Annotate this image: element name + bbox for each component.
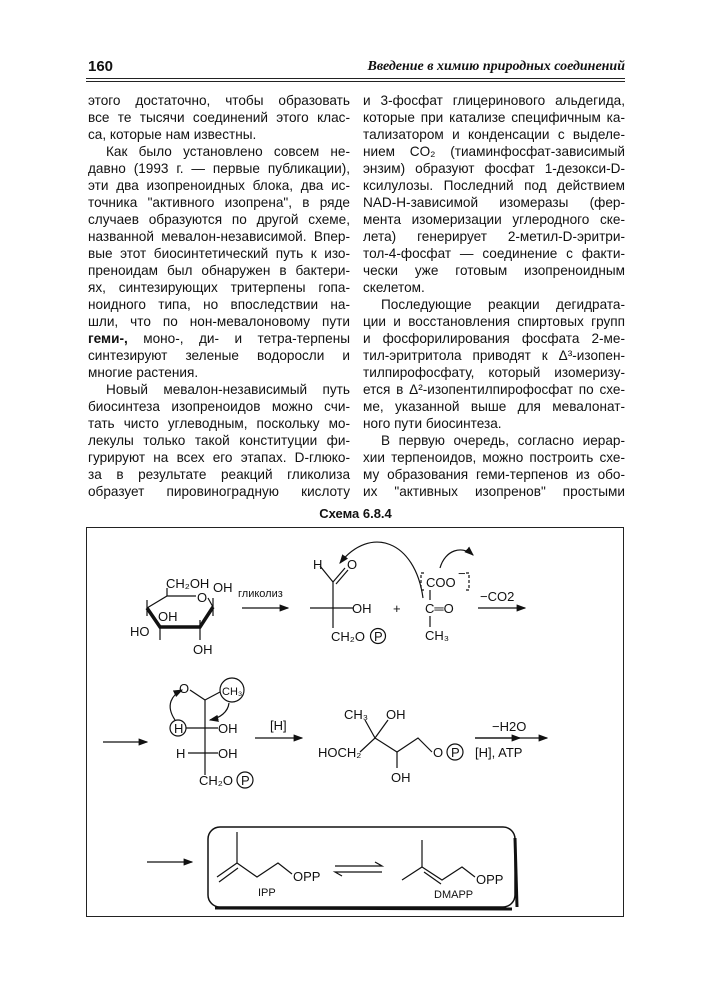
equilibrium-arrows	[335, 862, 382, 876]
label-h: H	[176, 746, 186, 761]
text-line: биосинтеза изопреноидов можно счи-	[88, 399, 350, 414]
label-reduction: [H]	[270, 718, 287, 733]
text-line: скелетом.	[363, 280, 425, 295]
label-oh: OH	[193, 642, 213, 657]
bold-term: геми-,	[88, 331, 128, 346]
text-line: тать чисто углеводным, поскольку мо-	[88, 416, 350, 431]
text-line: му образования геми-терпенов из обо-	[363, 467, 625, 482]
text-line: тилпирофосфату, который изомеризу-	[363, 365, 625, 380]
label-oh: OH	[158, 609, 178, 624]
text-line: Последующие реакции дегидрата-	[381, 297, 625, 312]
text-line: точника "активного изопрена", в ряде	[88, 195, 350, 210]
phosphate-p: P	[451, 745, 460, 760]
text-line: этого достаточно, чтобы образовать	[88, 93, 350, 108]
label-ring-o: O	[197, 590, 208, 605]
label-hoch2: HOCH₂	[318, 745, 362, 760]
text-line: лекулы только такой конституции фи-	[88, 433, 350, 448]
mep-structure	[360, 720, 463, 768]
curved-arrow-decarboxylation	[440, 550, 473, 568]
text-line: Новый мевалон-независимый путь	[106, 382, 350, 397]
text-line: синтезируют зеленые водоросли и	[88, 348, 350, 363]
text-line: хии терпеноидов, можно построить схе-	[363, 450, 625, 465]
label-ch2o: CH₂O	[331, 629, 365, 644]
text-line: ного пути биосинтеза.	[363, 416, 502, 431]
text-line: чески уже готовым изопреноидным	[363, 263, 625, 278]
text-line: за в результате реакций гликолиза	[88, 467, 350, 482]
line-text: моно-, ди- и тетра-терпены	[127, 331, 350, 346]
label-c-eq-o: C═O	[425, 601, 454, 616]
label-ch3: CH₃	[222, 686, 243, 698]
label-opp: OPP	[476, 872, 504, 887]
text-line: давно (1993 г. — первые публикации),	[88, 161, 350, 176]
label-ch2oh: CH₂OH	[166, 576, 210, 591]
text-line: мента изомеризации углеродного ске-	[363, 212, 625, 227]
text-line: образует пировиноградную кислоту	[88, 484, 350, 499]
label-ch3: CH₃	[344, 707, 369, 722]
scheme-title: Схема 6.8.4	[319, 506, 392, 521]
text-line: шли, что по нон-мевалоновому пути	[88, 314, 350, 329]
text-line: ях, синтезирующих тритерпены гопа-	[88, 280, 350, 295]
label-minus-co2: −CO2	[480, 589, 515, 604]
text-line: и фосфорилирования фосфата 2-ме-	[363, 331, 625, 346]
text-line: нием CO₂ (тиаминфосфат-зависимый	[363, 144, 625, 159]
text-line: Как было установлено совсем не-	[106, 144, 350, 159]
label-ch3: CH₃	[425, 628, 450, 643]
running-title: Введение в химию природных соединений	[367, 59, 625, 74]
text-line: тализатором и конденсации с выделе-	[363, 127, 625, 142]
page-number: 160	[88, 58, 114, 75]
text-line: названной мевалон-независимой. Впер-	[88, 229, 350, 244]
label-minus-h2o: −H2O	[492, 719, 527, 734]
label-glycolysis: гликолиз	[238, 588, 283, 600]
text-line: многие растения.	[88, 365, 199, 380]
text-line: ме, указанной выше для мевалонат-	[363, 399, 625, 414]
text-line: ется в Δ²-изопентилпирофосфат по схе-	[363, 382, 625, 397]
label-h: H	[174, 721, 184, 736]
label-oh: OH	[218, 721, 238, 736]
label-oh: OH	[213, 580, 233, 595]
text-line: случаев образуются по другой схеме,	[88, 212, 350, 227]
dmapp-structure	[402, 840, 475, 884]
text-line: тил-эритритола приводят к Δ³-изопен-	[363, 348, 625, 363]
text-line: ции и восстановления спиртовых групп	[363, 314, 625, 329]
text-line: энзим) образуют фосфат 1-дезокси-D-	[363, 161, 625, 176]
text-line: гурируют на всех его этапах. D-глюко-	[88, 450, 350, 465]
label-oh: OH	[391, 770, 411, 785]
text-line: их "активных изопренов" простыми	[363, 484, 625, 499]
text-line: преноидам был обнаружен в бактери-	[88, 263, 350, 278]
label-o: O	[179, 681, 190, 696]
text-line: са, которые нам известны.	[88, 127, 257, 142]
label-o: O	[433, 745, 444, 760]
label-ch2o: CH₂O	[199, 773, 233, 788]
text-line: ноидного типа, но впоследствии на-	[88, 297, 350, 312]
plus-sign: +	[393, 601, 401, 616]
ipp-structure	[217, 832, 292, 882]
label-ho: HO	[130, 624, 150, 639]
label-o: O	[347, 557, 358, 572]
text-line: NAD-H-зависимой изомеразы (фер-	[363, 195, 625, 210]
label-h: H	[313, 557, 323, 572]
label-opp: OPP	[293, 869, 321, 884]
phosphate-p: P	[374, 629, 383, 644]
label-coo: COO	[426, 575, 456, 590]
phosphate-p: P	[241, 773, 250, 788]
label-charge: −	[458, 566, 466, 581]
label-ipp: IPP	[258, 887, 276, 899]
text-line: и 3-фосфат глицеринового альдегида,	[363, 93, 625, 108]
text-line: вые этот биосинтетический путь к изо-	[88, 246, 350, 261]
label-oh: OH	[352, 601, 372, 616]
text-line: В первую очередь, согласно иерар-	[381, 433, 625, 448]
text-line: ксилулозы. Последний под действием	[363, 178, 625, 193]
text-line: лета) генерирует 2-метил-D-эритри-	[363, 229, 625, 244]
label-h-atp: [H], ATP	[475, 745, 523, 760]
label-dmapp: DMAPP	[434, 889, 474, 901]
label-oh: OH	[386, 707, 406, 722]
text-line: эти два изопреноидных блока, два ис-	[88, 178, 350, 193]
text-line: которые при катализе специфичным ка-	[363, 110, 625, 125]
text-line: тол-4-фосфат — соединение с факти-	[363, 246, 625, 261]
label-oh: OH	[218, 746, 238, 761]
text-line: все те тысячи соединений этого клас-	[88, 110, 350, 125]
